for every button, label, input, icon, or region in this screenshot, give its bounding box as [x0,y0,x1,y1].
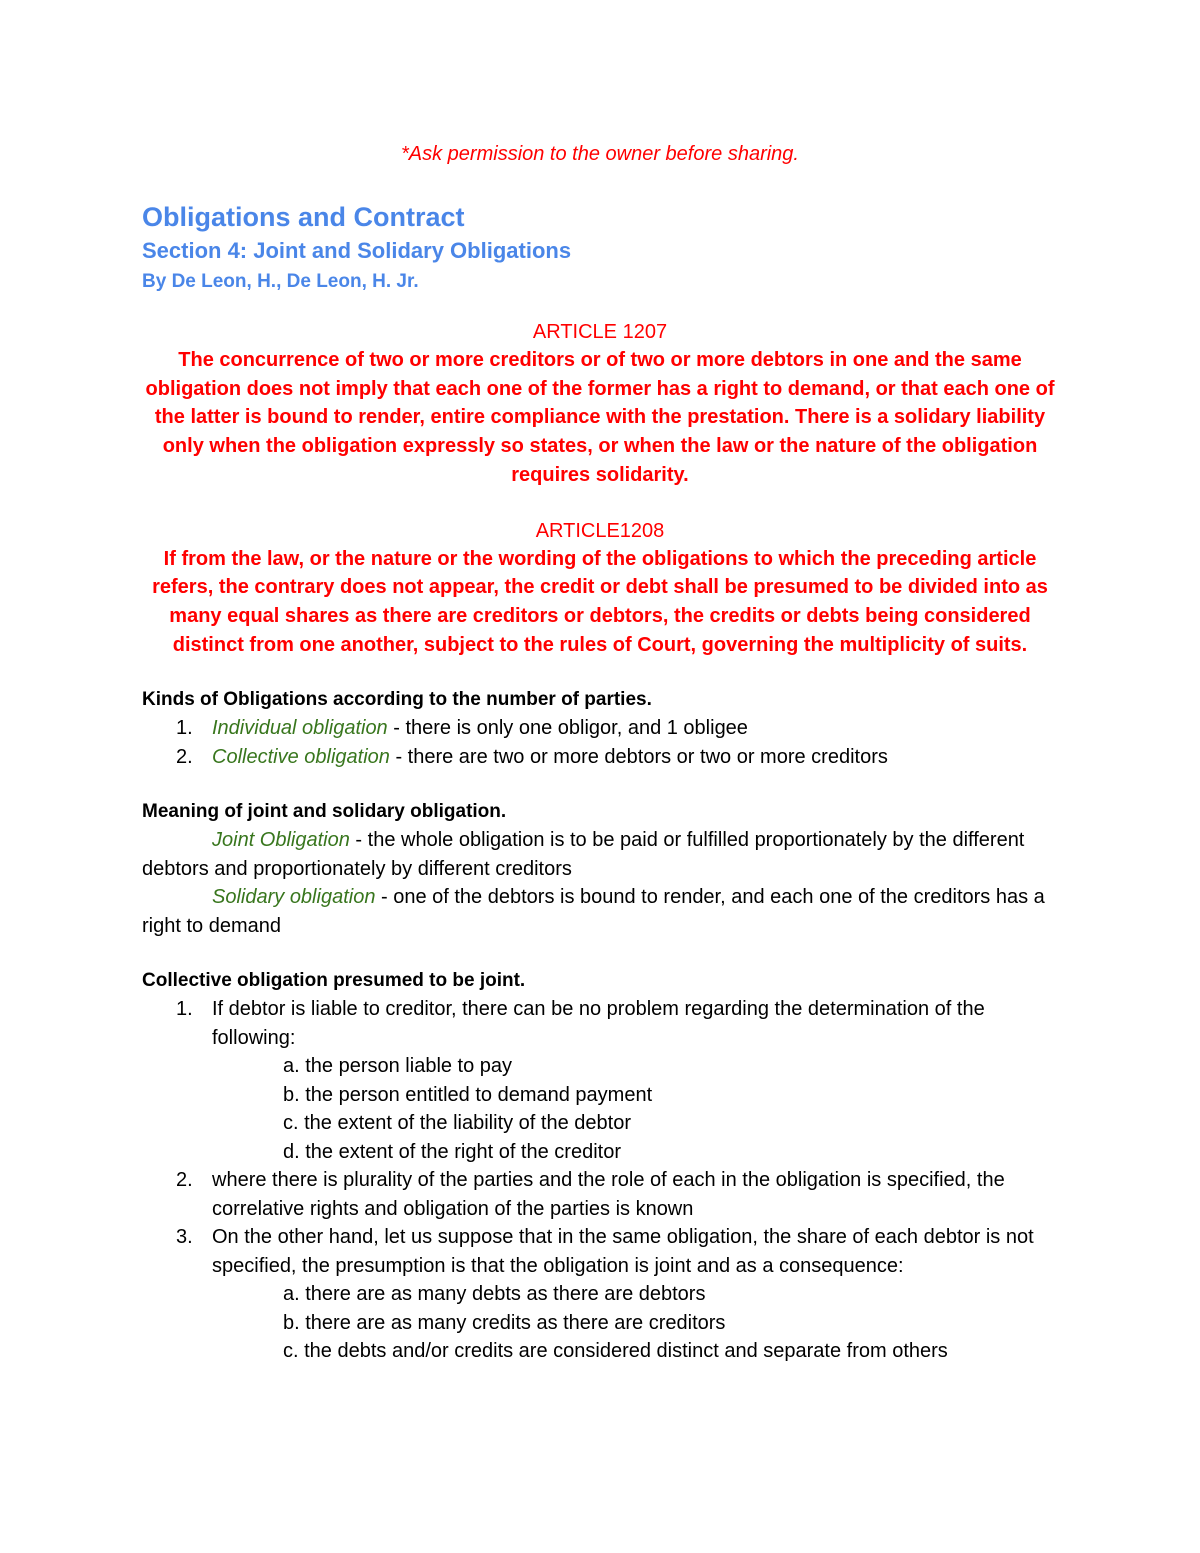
document-page [142,140,1058,1366]
sub-list [212,1280,1058,1366]
term-definition: - there are two or more debtors or two or more creditors [389,745,888,768]
sub-list-item: d. the extent of the right of the creditor [283,1140,621,1163]
term-definition: - the whole obligation is to be paid or fulfilled proportionately by the different debtors and proportionately by different creditors [142,829,1025,880]
term-label: Solidary obligation [212,886,376,909]
item-number: 2. [176,745,193,768]
collective-section [142,967,1058,1366]
sub-list-item: c. the debts and/or credits are considered distinct and separate from others [283,1340,948,1363]
article-1208 [142,517,1058,660]
article-body: If from the law, or the nature or the wording of the obligations to which the preceding article refers, the contrary does not appear, the credit or debt shall be presumed to be divided into as many equal shares as there are creditors or debtors, the credits or debts being considered distinct from one another, subject to the rules of Court, governing the multiplicity of suits. [152,547,1048,656]
article-heading: ARTICLE 1207 [532,321,668,343]
sub-list-item: c. the extent of the liability of the debtor [283,1112,631,1135]
document-title: Obligations and Contract [142,202,465,232]
meaning-section [142,798,1058,940]
item-text: where there is plurality of the parties and the role of each in the obligation is specified, the correlative rights and obligation of the parties is known [212,1169,1005,1220]
definition-paragraph [142,826,1058,883]
kinds-list [142,714,1058,771]
collective-list [142,995,1058,1366]
list-item [142,714,1058,743]
term-label: Individual obligation [212,717,388,740]
sub-list-item: a. there are as many debts as there are debtors [283,1283,706,1306]
sub-list [212,1052,1058,1166]
kinds-section [142,686,1058,771]
meaning-heading: Meaning of joint and solidary obligation. [142,801,507,823]
item-number: 3. [176,1226,193,1249]
article-heading: ARTICLE1208 [535,519,665,542]
term-definition: - one of the debtors is bound to render, and each one of the creditors has a right to demand [142,886,1045,937]
item-text: On the other hand, let us suppose that in the same obligation, the share of each debtor is not specified, the presumption is that the obligation is joint and as a consequence: [212,1226,1034,1277]
term-definition: - there is only one obligor, and 1 obligee [387,717,748,740]
list-item [142,743,1058,772]
list-item [142,1223,1058,1366]
section-title: Section 4: Joint and Solidary Obligations [142,238,572,263]
item-text: If debtor is liable to creditor, there can be no problem regarding the determination of the following: [212,998,985,1049]
item-number: 1. [176,998,193,1021]
authors-line: By De Leon, H., De Leon, H. Jr. [142,271,419,292]
list-item [142,995,1058,1166]
item-number: 2. [176,1169,193,1192]
list-item [142,1166,1058,1223]
sub-list-item: a. the person liable to pay [283,1055,513,1078]
sub-list-item: b. the person entitled to demand payment [283,1083,653,1106]
item-number: 1. [176,717,193,740]
article-1207 [142,318,1058,490]
sub-list-item: b. there are as many credits as there are creditors [283,1311,726,1334]
collective-heading: Collective obligation presumed to be joint. [142,970,526,992]
term-label: Joint Obligation [212,829,350,852]
term-label: Collective obligation [212,745,390,768]
sharing-notice: *Ask permission to the owner before sharing. [401,143,799,165]
article-body: The concurrence of two or more creditors or of two or more debtors in one and the same obligation does not imply that each one of the former has a right to demand, or that each one of the latter is bound to render, entire compliance with the prestation. There is a solidary liability only when the obligation expressly so states, or when the law or the nature of the obligation requires solidarity. [145,349,1055,486]
definition-paragraph [142,883,1058,940]
kinds-heading: Kinds of Obligations according to the number of parties. [142,689,652,711]
